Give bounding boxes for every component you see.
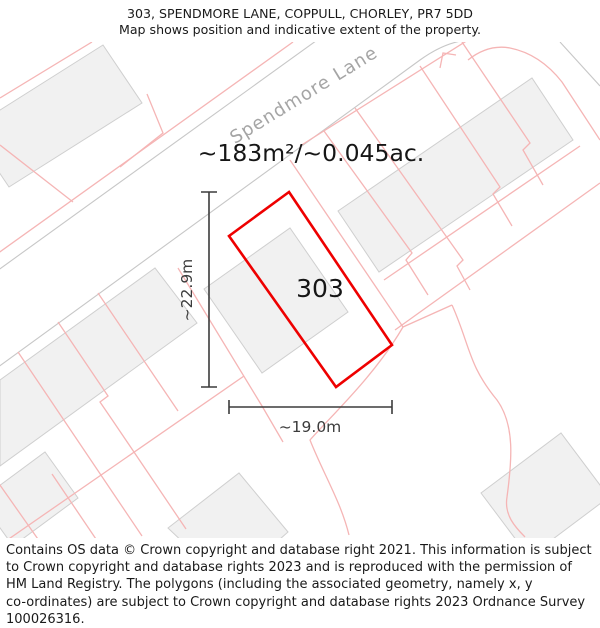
footer-line: Contains OS data © Crown copyright and database right 2021. This information is subject (6, 543, 592, 558)
building (0, 268, 197, 466)
map-svg (0, 42, 600, 538)
area-label: ~183m²/~0.045ac. (197, 139, 425, 167)
parcel-boundary (440, 53, 456, 68)
width-dimension-line (229, 400, 392, 414)
footer-line: to Crown copyright and database rights 2023 and is reproduced with the permission of (6, 560, 572, 576)
footer-line: co-ordinates) are subject to Crown copyright and database rights 2023 Ordnance Survey (6, 594, 586, 610)
map-description-subtitle: Map shows position and indicative extent of the property. (118, 22, 482, 37)
road-edge (560, 42, 600, 86)
height-dimension-label: ~22.9m (178, 258, 196, 322)
report-header (0, 0, 600, 42)
copyright-footer (0, 538, 600, 625)
plot-number-label: 303 (296, 274, 344, 303)
property-map (0, 42, 600, 538)
street-label: Spendmore Lane (226, 42, 382, 149)
building (481, 433, 600, 538)
parcel-boundary (403, 305, 452, 327)
footer-line: HM Land Registry. The polygons (including the associated geometry, namely x, y (6, 577, 533, 593)
property-address-title: 303, SPENDMORE LANE, COPPULL, CHORLEY, PR7 5DD (126, 6, 474, 21)
footer-line: 100026316. (6, 611, 85, 627)
width-dimension-label: ~19.0m (278, 418, 342, 436)
